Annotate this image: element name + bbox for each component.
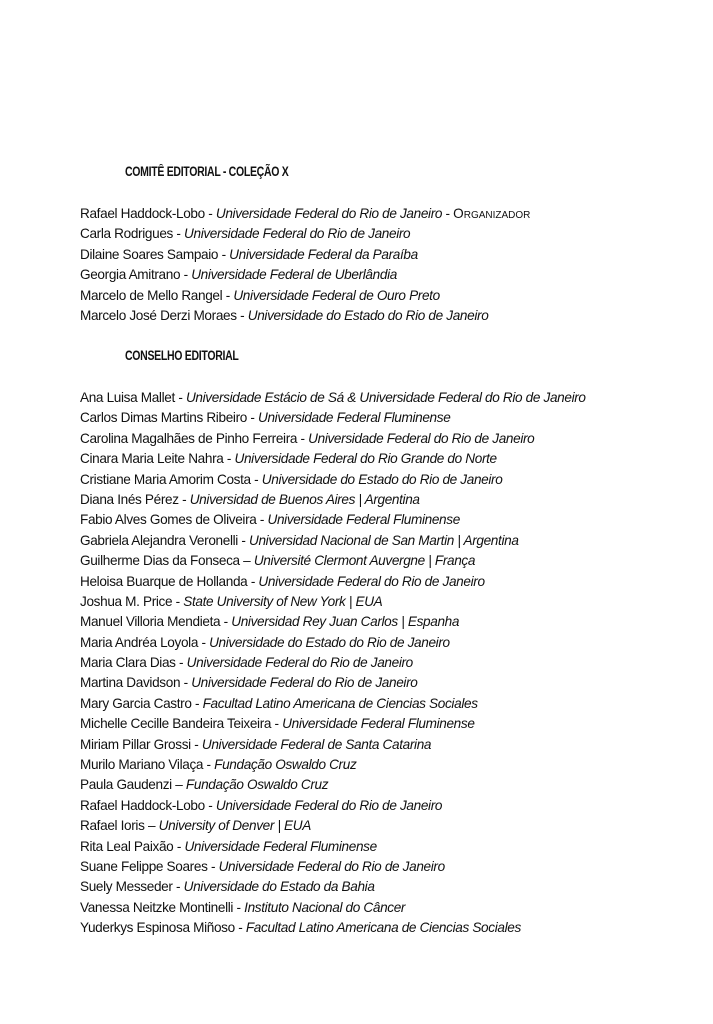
member-entry [80, 755, 586, 775]
member-name: Yuderkys Espinosa Miñoso [80, 920, 235, 936]
separator: - [172, 226, 185, 242]
member-entry [80, 429, 586, 449]
separator: - [180, 675, 192, 691]
separator: – [239, 553, 254, 569]
member-entry [80, 224, 530, 244]
member-name: Diana Inés Pérez [80, 491, 179, 507]
member-name: Vanessa Neitzke Montinelli [80, 899, 234, 915]
member-name: Maria Andréa Loyola [80, 634, 199, 650]
member-institution: Universidade do Estado da Bahia [183, 879, 375, 895]
member-entry [80, 694, 586, 714]
member-institution: Universidade Estácio de Sá & Universidade Federal do Rio de Janeiro [185, 390, 586, 405]
separator: - [172, 879, 184, 895]
member-name: Rafael Haddock-Lobo [80, 206, 205, 221]
member-institution: Universidade do Estado do Rio de Janeiro [261, 471, 503, 487]
member-name: Georgia Amitrano [80, 267, 181, 283]
separator: - [174, 390, 186, 405]
member-name: Fabio Alves Gomes de Oliveira [80, 512, 257, 528]
member-institution: Universidade Federal Fluminense [282, 716, 475, 732]
member-name: Manuel Villoria Mendieta [80, 614, 221, 630]
member-name: Gabriela Alejandra Veronelli [80, 532, 238, 548]
member-entry [80, 898, 586, 918]
separator: - [203, 757, 215, 773]
member-entry [80, 388, 586, 408]
separator: - [247, 573, 259, 589]
section-heading-comite: COMITÊ EDITORIAL - COLEÇÃO X [125, 164, 289, 179]
member-name: Suane Felippe Soares [80, 858, 208, 874]
member-name: Marcelo de Mello Rangel [80, 287, 223, 303]
separator: - [218, 246, 230, 262]
member-institution: University of Denver | EUA [158, 818, 311, 834]
section-heading-conselho: CONSELHO EDITORIAL [125, 348, 239, 363]
member-entry [80, 612, 586, 632]
member-name: Maria Clara Dias [80, 655, 176, 671]
member-entry [80, 918, 586, 938]
separator: - [256, 512, 268, 528]
separator: - [222, 287, 234, 303]
member-institution: Universidade Federal de Santa Catarina [201, 736, 432, 752]
member-institution: Universidade Federal do Rio Grande do Norte [234, 451, 497, 467]
separator: - [233, 899, 245, 915]
separator: - [207, 858, 219, 874]
member-entry [80, 470, 586, 490]
comite-member-list [80, 204, 530, 326]
member-name: Suely Messeder [80, 879, 173, 895]
member-institution: Fundação Oswaldo Cruz [185, 777, 329, 793]
member-name: Joshua M. Price [80, 593, 173, 609]
member-institution: Fundação Oswaldo Cruz [214, 757, 357, 773]
member-name: Guilherme Dias da Fonseca [80, 553, 240, 569]
member-name: Carolina Magalhães de Pinho Ferreira [80, 430, 298, 446]
member-institution: Universidade do Estado do Rio de Janeiro [247, 307, 489, 323]
member-entry [80, 490, 586, 510]
separator: - [297, 430, 309, 446]
member-entry [80, 592, 586, 612]
member-name: Rafael Ioris [80, 818, 145, 834]
member-entry [80, 245, 530, 265]
separator: - [237, 532, 249, 548]
member-institution: Universidade Federal Fluminense [267, 512, 460, 528]
member-institution: Universidade Federal Fluminense [184, 838, 377, 854]
separator: - [250, 471, 262, 487]
separator: - [178, 491, 190, 507]
member-institution: Universidade Federal da Paraíba [229, 246, 418, 262]
member-entry [80, 531, 586, 551]
member-institution: Université Clermont Auvergne | França [253, 553, 476, 569]
member-entry [80, 837, 586, 857]
member-name: Carlos Dimas Martins Ribeiro [80, 410, 247, 426]
separator: - [223, 451, 235, 467]
member-institution: Facultad Latino Americana de Ciencias Sociales [245, 920, 521, 936]
separator: - [271, 716, 283, 732]
member-entry [80, 775, 586, 795]
separator: - [220, 614, 232, 630]
separator: - [191, 695, 203, 711]
member-institution: Universidade Federal de Ouro Preto [233, 287, 440, 303]
separator: - [234, 920, 246, 936]
member-entry [80, 572, 586, 592]
member-institution: Instituto Nacional do Câncer [244, 899, 406, 915]
member-institution: State University of New York | EUA [183, 593, 383, 609]
separator: – [171, 777, 186, 793]
member-institution: Universidad Rey Juan Carlos | Espanha [231, 614, 460, 630]
member-name: Miriam Pillar Grossi [80, 736, 191, 752]
member-name: Rita Leal Paixão [80, 838, 174, 854]
member-institution: Universidade Federal Fluminense [258, 410, 451, 426]
member-name: Marcelo José Derzi Moraes [80, 307, 237, 323]
member-entry [80, 306, 530, 326]
member-name: Martina Davidson [80, 675, 181, 691]
member-name: Murilo Mariano Vilaça [80, 757, 204, 773]
separator: - [190, 736, 202, 752]
separator: - [246, 410, 258, 426]
member-institution: Universidade Federal do Rio de Janeiro [191, 675, 418, 691]
separator: - [172, 593, 184, 609]
member-name: Carla Rodrigues [80, 226, 173, 242]
member-entry [80, 408, 586, 428]
member-institution: Universidade Federal do Rio de Janeiro [308, 430, 535, 446]
member-name: Dilaine Soares Sampaio [80, 246, 219, 262]
member-institution: Universidade Federal do Rio de Janeiro [215, 206, 443, 221]
member-name: Cinara Maria Leite Nahra [80, 451, 224, 467]
member-name: Cristiane Maria Amorim Costa [80, 471, 251, 487]
member-name: Mary Garcia Castro [80, 695, 192, 711]
member-entry [80, 265, 530, 285]
separator: - [180, 267, 192, 283]
member-institution: Universidade Federal do Rio de Janeiro [218, 858, 445, 874]
member-entry [80, 796, 586, 816]
member-institution: Universidade Federal de Uberlândia [191, 267, 397, 283]
separator: - [442, 206, 454, 221]
member-entry [80, 286, 530, 306]
member-institution: Universidade Federal do Rio de Janeiro [184, 226, 411, 242]
member-entry [80, 735, 586, 755]
member-institution: Universidade Federal do Rio de Janeiro [186, 655, 413, 671]
separator: - [198, 634, 210, 650]
member-entry [80, 551, 586, 571]
member-name: Heloisa Buarque de Hollanda [80, 573, 248, 589]
member-entry [80, 673, 586, 693]
member-entry [80, 714, 586, 734]
member-entry [80, 877, 586, 897]
member-institution: Universidade Federal do Rio de Janeiro [215, 797, 443, 813]
member-institution: Facultad Latino Americana de Ciencias Sociales [202, 695, 478, 711]
member-institution: Universidade Federal do Rio de Janeiro [258, 573, 485, 589]
member-role: Organizador [453, 206, 531, 221]
separator: - [204, 206, 216, 221]
member-entry [80, 816, 586, 836]
conselho-member-list [80, 388, 586, 939]
member-entry [80, 449, 586, 469]
member-entry [80, 653, 586, 673]
member-institution: Universidad de Buenos Aires | Argentina [189, 491, 420, 507]
member-entry [80, 633, 586, 653]
separator: - [173, 838, 185, 854]
member-name: Rafael Haddock-Lobo [80, 797, 205, 813]
separator: - [175, 655, 187, 671]
separator: - [236, 307, 248, 323]
member-name: Paula Gaudenzi [80, 777, 172, 793]
separator: - [204, 797, 216, 813]
member-entry [80, 204, 530, 224]
member-name: Ana Luisa Mallet [80, 390, 175, 405]
separator: – [144, 818, 159, 834]
member-entry [80, 510, 586, 530]
member-institution: Universidad Nacional de San Martin | Argentina [249, 532, 519, 548]
member-name: Michelle Cecille Bandeira Teixeira [80, 716, 272, 732]
member-entry [80, 857, 586, 877]
member-institution: Universidade do Estado do Rio de Janeiro [209, 634, 450, 650]
